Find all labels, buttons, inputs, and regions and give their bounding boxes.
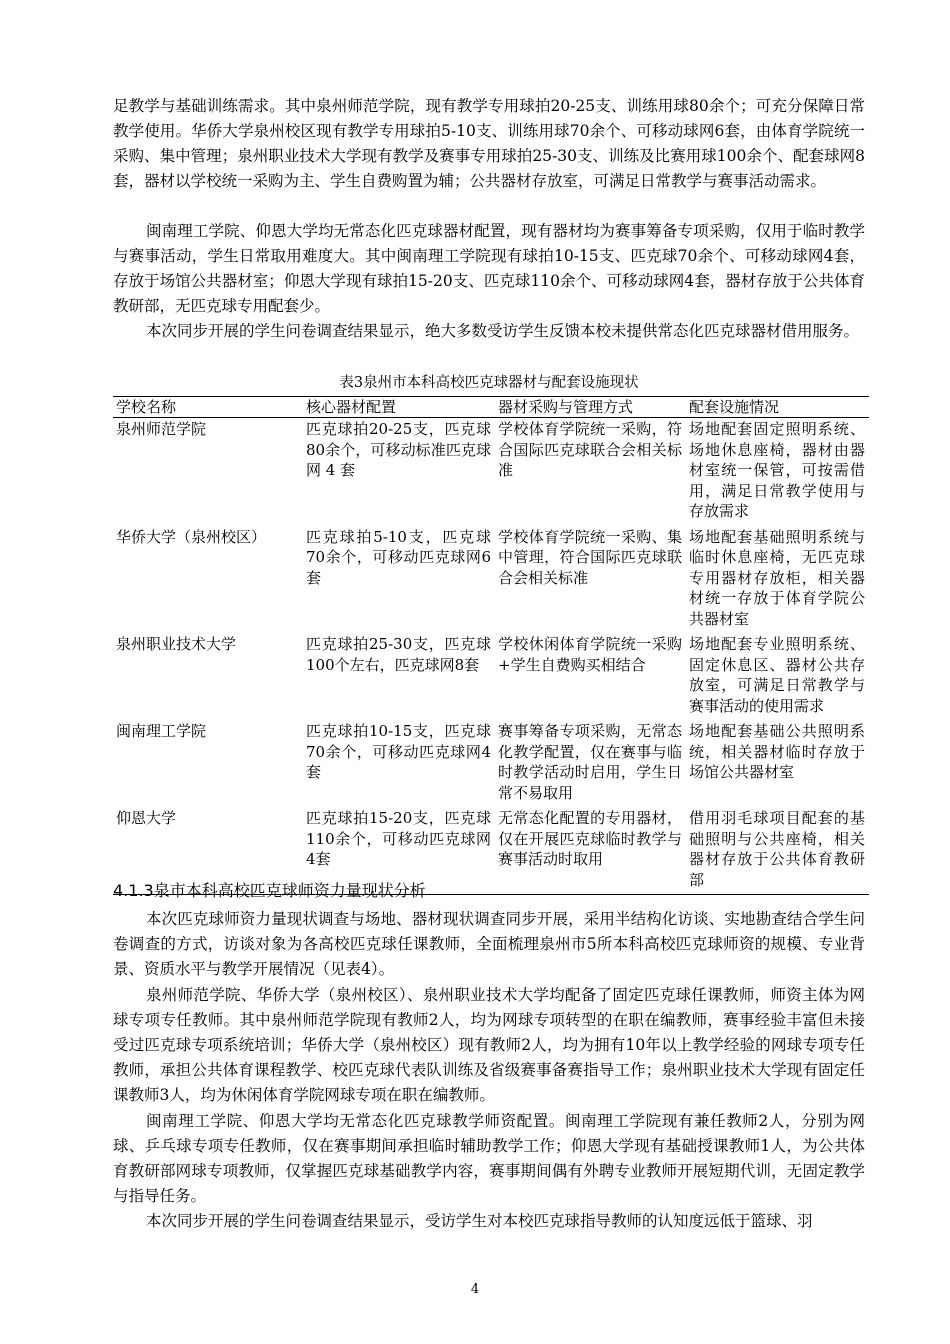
table-cell: 学校休闲体育学院统一采购+学生自费购买相结合	[498, 635, 682, 674]
paragraph-no-regular-teachers: 闽南理工学院、仰恩大学均无常态化匹克球教学师资配置。闽南理工学院现有兼任教师2人，分别为网球、乒乓球专项专任教师，仅在赛事期间承担临时辅助教学工作；仰恩大学现有基础授课教师1人，为公共体育教研部网球专项教师，仅掌握匹克球基础教学内容，赛事期间偶有外聘专业教师开展短期代训，无固定教学与指导任务。	[113, 1112, 865, 1205]
table-cell: 学校体育学院统一采购，符合国际匹克球联合会相关标准	[498, 420, 682, 479]
table-cell: 闽南理工学院	[116, 722, 207, 740]
table-cell: 无常态化配置的专用器材，仅在开展匹克球临时教学与赛事活动时取用	[495, 807, 686, 895]
table-cell: 匹克球拍20-25支，匹克球80余个，可移动标准匹克球网 4 套	[306, 420, 491, 479]
table-cell: 场地配套基础照明系统与临时休息座椅，无匹克球专用器材存放柜，相关器材统一存放于体育学院公共器材室	[689, 527, 865, 628]
table-cell: 学校体育学院统一采购、集中管理，符合国际匹克球联合会相关标准	[498, 527, 682, 587]
paragraph-student-survey: 本次同步开展的学生问卷调查结果显示，受访学生对本校匹克球指导教师的认知度远低于篮球、羽	[146, 1212, 813, 1230]
header-procurement: 器材采购与管理方式	[495, 397, 686, 418]
table-row	[113, 720, 869, 807]
table-cell: 匹克球拍10-15支，匹克球70余个，可移动匹克球网4套	[306, 722, 491, 781]
table-cell: 场地配套基础公共照明系统，相关器材临时存放于场馆公共器材室	[689, 722, 865, 781]
paragraph-teacher-survey: 本次匹克球师资力量现状调查与场地、器材现状调查同步开展，采用半结构化访谈、实地勘查结合学生问卷调查的方式，访谈对象为各高校匹克球任课教师，全面梳理泉州市5所本科高校匹克球师资的规模、专业背景、资质水平与教学开展情况（见表4）。	[113, 910, 865, 978]
table-cell: 匹克球拍15-20支，匹克球110余个，可移动匹克球网4套	[303, 807, 495, 895]
paragraph-survey-equipment: 本次同步开展的学生问卷调查结果显示，绝大多数受访学生反馈本校未提供常态化匹克球器材借用服务。	[146, 322, 860, 340]
table-cell: 匹克球拍25-30支，匹克球100个左右，匹克球网8套	[306, 635, 491, 674]
table-cell: 场地配套固定照明系统、场地休息座椅，器材由器材室统一保管，可按需借用，满足日常教学使用与存放需求	[689, 420, 865, 520]
table-caption: 表3泉州市本科高校匹克球器材与配套设施现状	[339, 375, 639, 391]
table-cell: 场地配套专业照明系统、固定休息区、器材公共存放室，可满足日常教学与赛事活动的使用需求	[689, 635, 865, 715]
header-school-name: 学校名称	[113, 397, 303, 418]
equipment-table	[113, 396, 869, 895]
paragraph-no-regular-equipment: 闽南理工学院、仰恩大学均无常态化匹克球器材配置，现有器材均为赛事筹备专项采购，仅用于临时教学与赛事活动，学生日常取用难度大。其中闽南理工学院现有球拍10-15支、匹克球70余个、可移动球网4套，存放于场馆公共器材室；仰恩大学现有球拍15-20支、匹克球110余个、可移动球网4套，器材存放于公共体育教研部，无匹克球专用配套少。	[113, 222, 865, 315]
page-number: 4	[470, 1282, 480, 1297]
table-cell: 匹克球拍5-10支，匹克球70余个，可移动匹克球网6套	[306, 527, 491, 587]
paragraph-equipment-continued: 足教学与基础训练需求。其中泉州师范学院，现有教学专用球拍20-25支、训练用球80余个；可充分保障日常教学使用。华侨大学泉州校区现有教学专用球拍5-10支、训练用球70余个、可移动球网6套，由体育学院统一采购、集中管理；泉州职业技术大学现有教学及赛事专用球拍25-30支、训练及比赛用球100余个、配套球网8套，器材以学校统一采购为主、学生自费购置为辅；公共器材存放室，可满足日常教学与赛事活动需求。	[113, 97, 865, 190]
paragraph-fixed-teachers: 泉州师范学院、华侨大学（泉州校区）、泉州职业技术大学均配备了固定匹克球任课教师，师资主体为网球专项专任教师。其中泉州师范学院现有教师2人，均为网球专项转型的在职在编教师，赛事经验丰富但未接受过匹克球专项系统培训；华侨大学（泉州校区）现有教师2人，均为拥有10年以上教学经验的网球专项专任教师，承担公共体育课程教学、校匹克球代表队训练及省级赛事备赛指导工作；泉州职业技术大学现有固定任课教师3人，均为休闲体育学院网球专项在职在编教师。	[113, 986, 865, 1104]
header-core-equipment: 核心器材配置	[303, 397, 495, 418]
table-row	[113, 633, 869, 720]
table-cell: 泉州师范学院	[116, 420, 207, 438]
table-cell: 赛事筹备专项采购，无常态化教学配置，仅在赛事与临时教学活动时启用，学生日常不易取用	[498, 722, 682, 802]
table-header-row	[113, 397, 869, 418]
table-cell: 借用羽毛球项目配套的基础照明与公共座椅，相关器材存放于公共体育教研部	[686, 807, 869, 895]
table-row	[113, 418, 869, 526]
table-row	[113, 526, 869, 634]
table-cell: 泉州职业技术大学	[116, 635, 237, 653]
header-facilities: 配套设施情况	[686, 397, 869, 418]
section-heading: 4.1.3泉市本科高校匹克球师资力量现状分析	[113, 881, 426, 900]
table-cell: 华侨大学（泉州校区）	[116, 527, 267, 546]
table-cell: 仰恩大学	[113, 807, 303, 895]
